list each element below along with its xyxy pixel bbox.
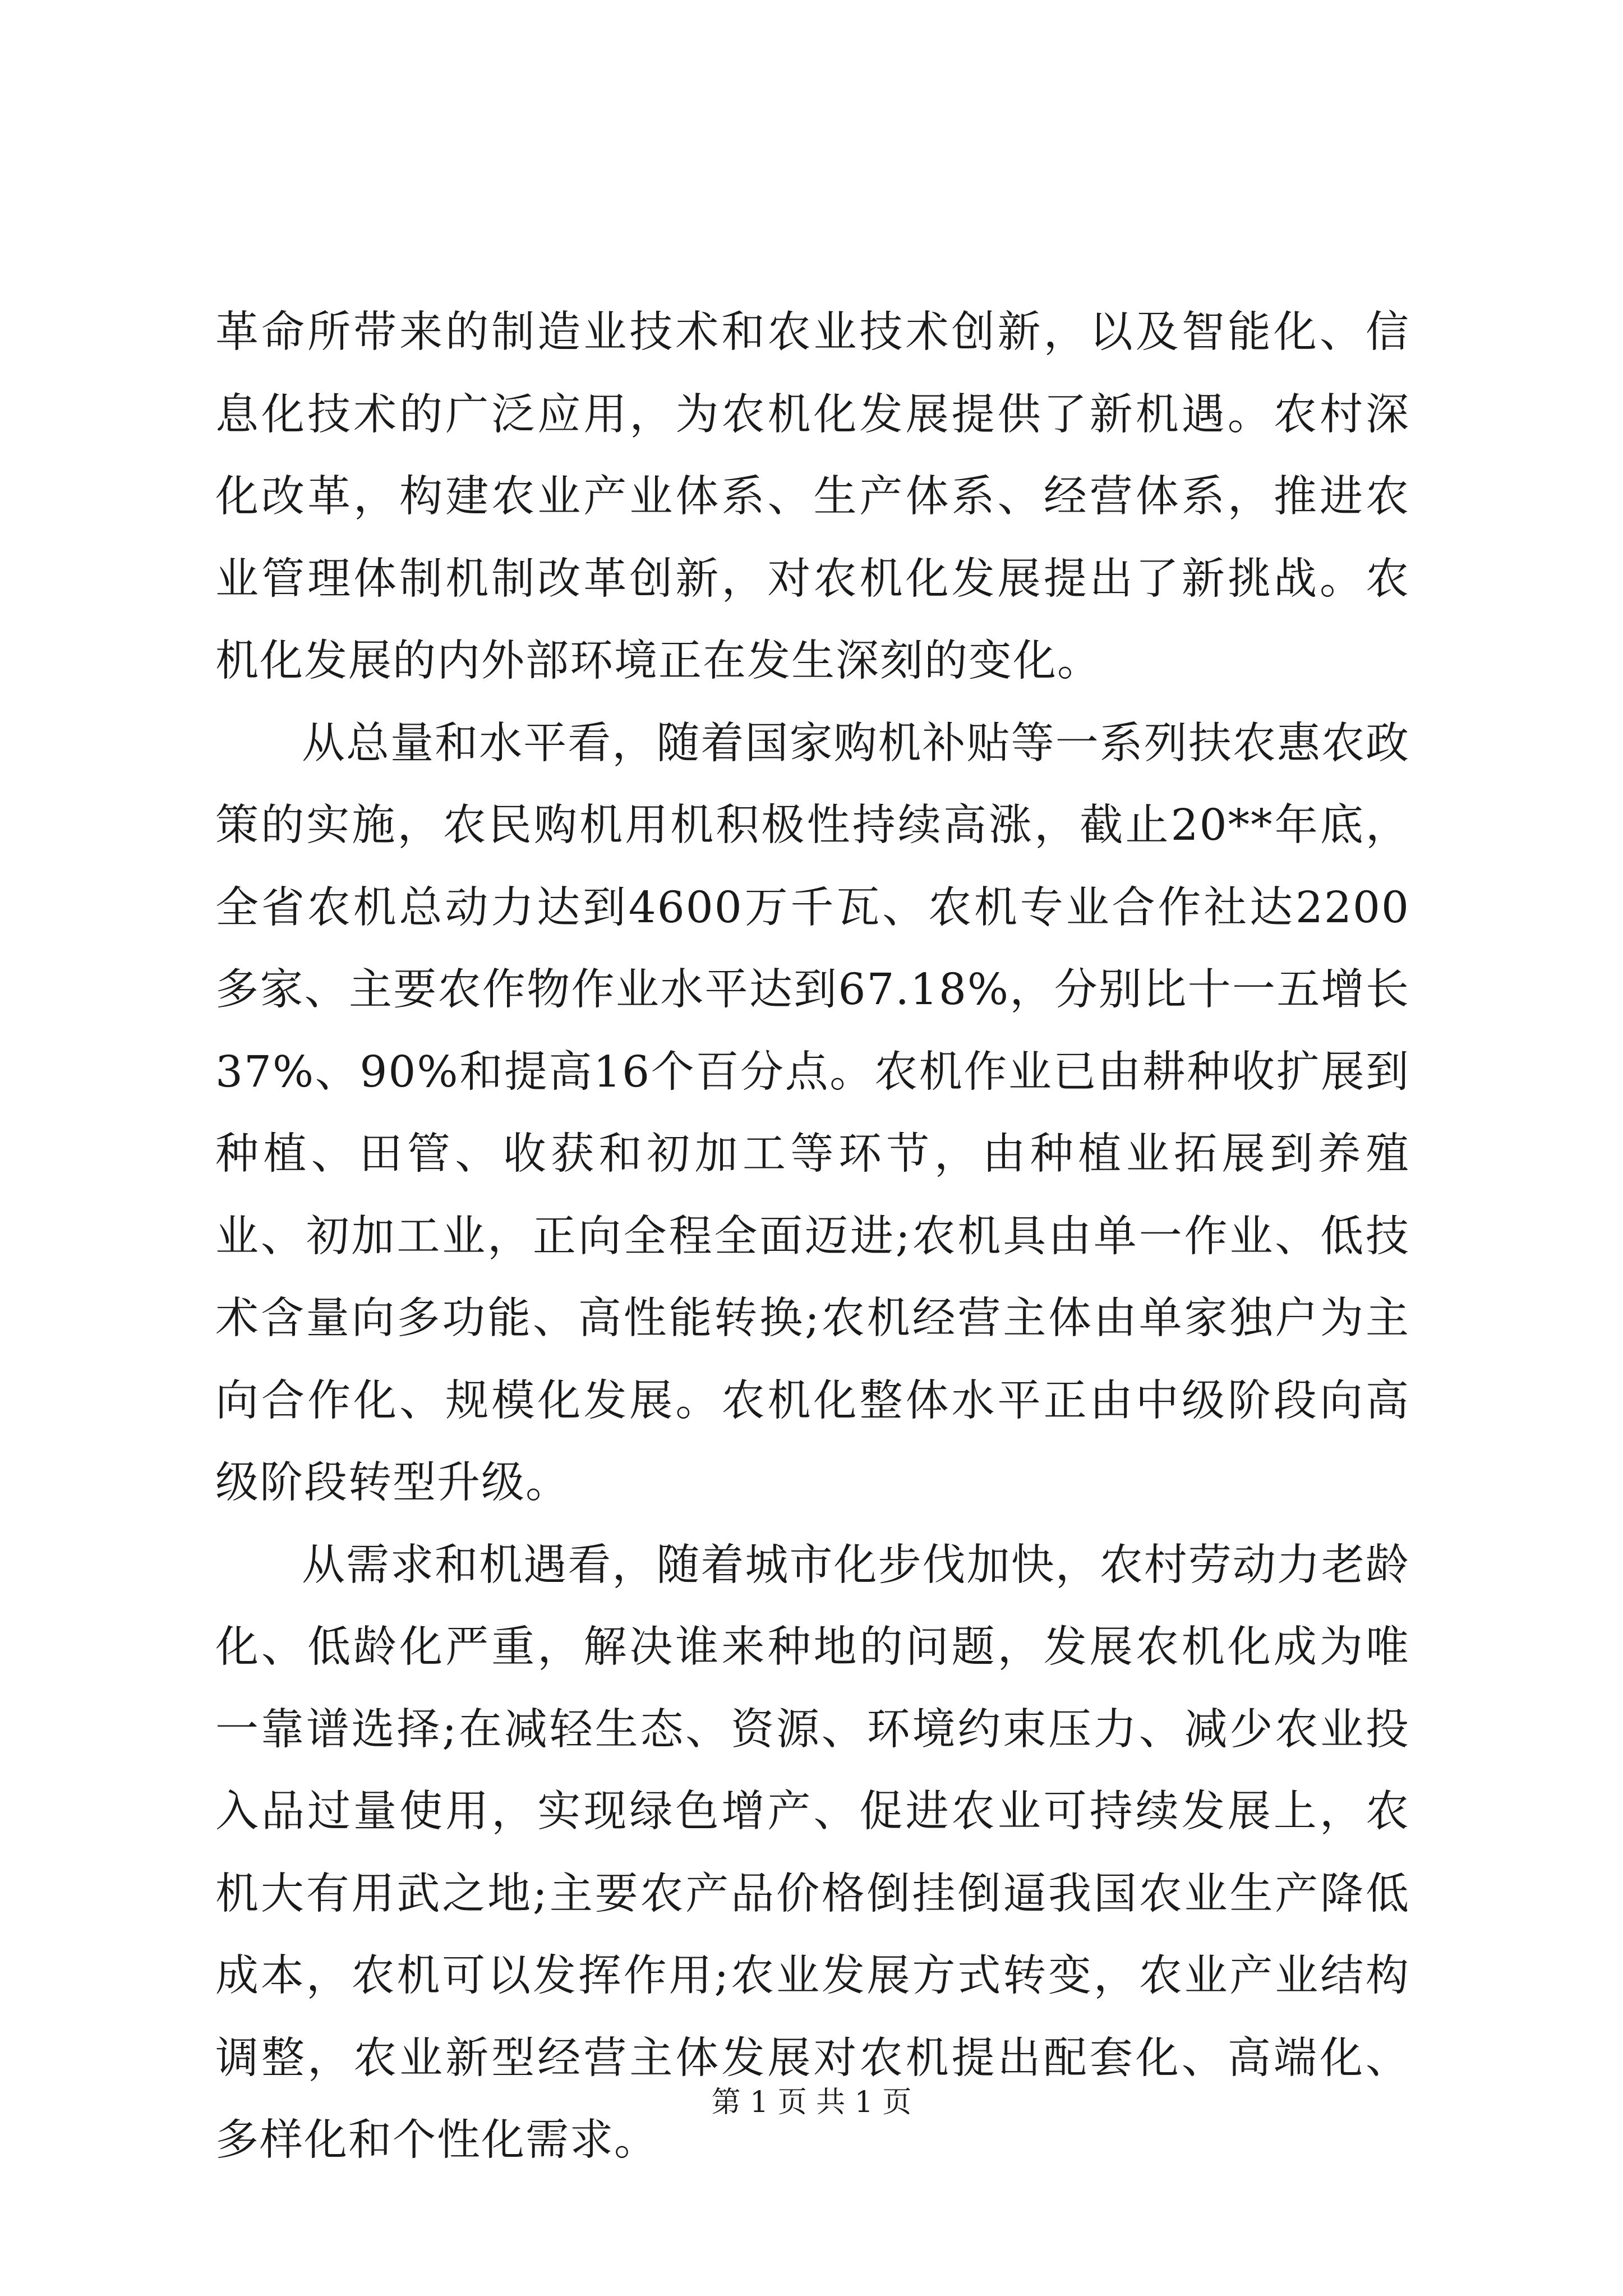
- paragraph-continued: 革命所带来的制造业技术和农业技术创新，以及智能化、信息化技术的广泛应用，为农机化发展提供了新机遇。农村深化改革，构建农业产业体系、生产体系、经营体系，推进农业管理体制机制改革创新，对农机化发展提出了新挑战。农机化发展的内外部环境正在发生深刻的变化。: [215, 307, 1410, 686]
- page-footer: 第 1 页 共 1 页: [711, 2086, 912, 2119]
- body-text: [215, 292, 1410, 2182]
- paragraph-total-and-level: 从总量和水平看，随着国家购机补贴等一系列扶农惠农政策的实施，农民购机用机积极性持续高涨，截止20**年底，全省农机总动力达到4600万千瓦、农机专业合作社达2200多家、主要农作物作业水平达到67.18%，分别比十一五增长37%、90%和提高16个百分点。农机作业已由耕种收扩展到种植、田管、收获和初加工等环节，由种植业拓展到养殖业、初加工业，正向全程全面迈进;农机具由单一作业、低技术含量向多功能、高性能转换;农机经营主体由单家独户为主向合作化、规模化发展。农机化整体水平正由中级阶段向高级阶段转型升级。: [215, 718, 1410, 1508]
- paragraph-demand-and-opportunity: 从需求和机遇看，随着城市化步伐加快，农村劳动力老龄化、低龄化严重，解决谁来种地的问题，发展农机化成为唯一靠谱选择;在减轻生态、资源、环境约束压力、减少农业投入品过量使用，实现绿色增产、促进农业可持续发展上，农机大有用武之地;主要农产品价格倒挂倒逼我国农业生产降低成本，农机可以发挥作用;农业发展方式转变，农业产业结构调整，农业新型经营主体发展对农机提出配套化、高端化、多样化和个性化需求。: [215, 1540, 1410, 2165]
